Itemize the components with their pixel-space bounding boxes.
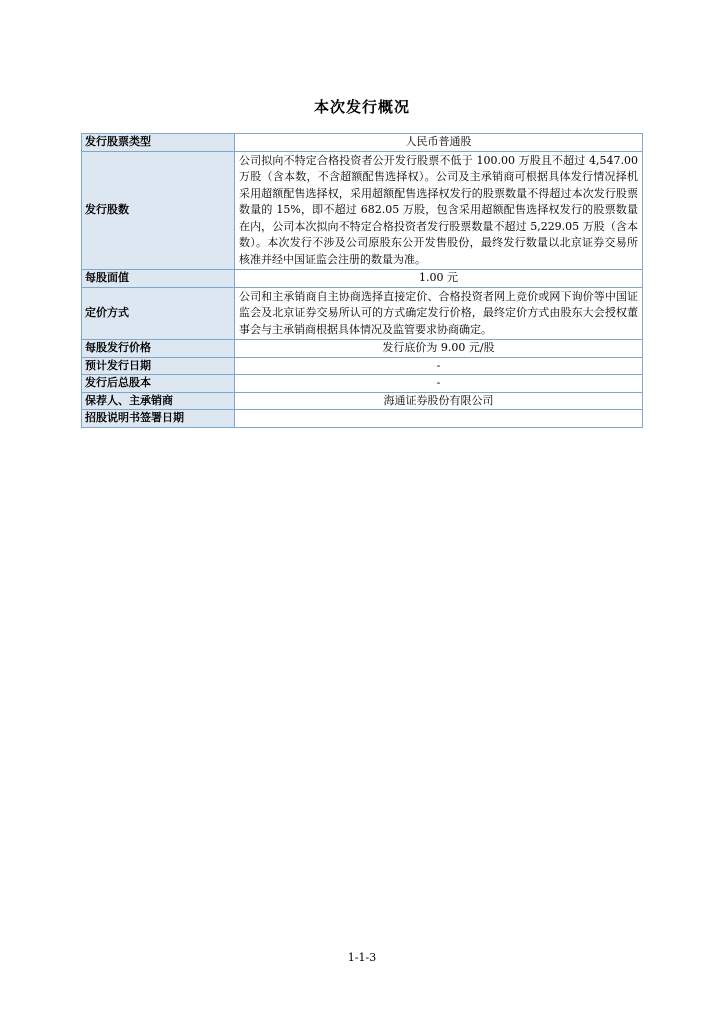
row-label: 定价方式: [82, 287, 235, 340]
row-label: 发行后总股本: [82, 375, 235, 393]
table-row: [82, 375, 643, 393]
page-number: 1-1-3: [347, 951, 377, 964]
table-row: [82, 392, 643, 410]
table-row: [82, 151, 643, 270]
row-value: 公司拟向不特定合格投资者公开发行股票不低于 100.00 万股且不超过 4,547.00 万股（含本数，不含超额配售选择权）。公司及主承销商可根据具体发行情况择机采用超额配售选择权，采用超额配售选择权发行的股票数量不得超过本次发行股票数量的 15%，即不超过 682.05 万股，包含采用超额配售选择权发行的股票数量在内，公司本次拟向不特定合格投资者发行股票数量不超过 5,229.05 万股（含本数）。本次发行不涉及公司原股东公开发售股份，最终发行数量以北京证券交易所核准并经中国证监会注册的数量为准。: [235, 151, 643, 270]
table-row: [82, 134, 643, 152]
table-row: [82, 357, 643, 375]
row-label: 预计发行日期: [82, 357, 235, 375]
issuance-overview-table: [81, 133, 643, 428]
page-title: 本次发行概况: [313, 98, 410, 116]
row-label: 发行股数: [82, 151, 235, 270]
row-label: 招股说明书签署日期: [82, 410, 235, 428]
table-row: [82, 270, 643, 288]
row-label: 每股面值: [82, 270, 235, 288]
row-value: [235, 410, 643, 428]
row-label: 保荐人、主承销商: [82, 392, 235, 410]
row-label: 发行股票类型: [82, 134, 235, 152]
row-value: 1.00 元: [235, 270, 643, 288]
row-value: 海通证券股份有限公司: [235, 392, 643, 410]
row-value: 发行底价为 9.00 元/股: [235, 340, 643, 358]
row-value: 公司和主承销商自主协商选择直接定价、合格投资者网上竞价或网下询价等中国证监会及北京证券交易所认可的方式确定发行价格，最终定价方式由股东大会授权董事会与主承销商根据具体情况及监管要求协商确定。: [235, 287, 643, 340]
row-value: 人民币普通股: [235, 134, 643, 152]
row-value: -: [235, 357, 643, 375]
table-row: [82, 340, 643, 358]
table-row: [82, 410, 643, 428]
row-label: 每股发行价格: [82, 340, 235, 358]
table-row: [82, 287, 643, 340]
row-value: -: [235, 375, 643, 393]
